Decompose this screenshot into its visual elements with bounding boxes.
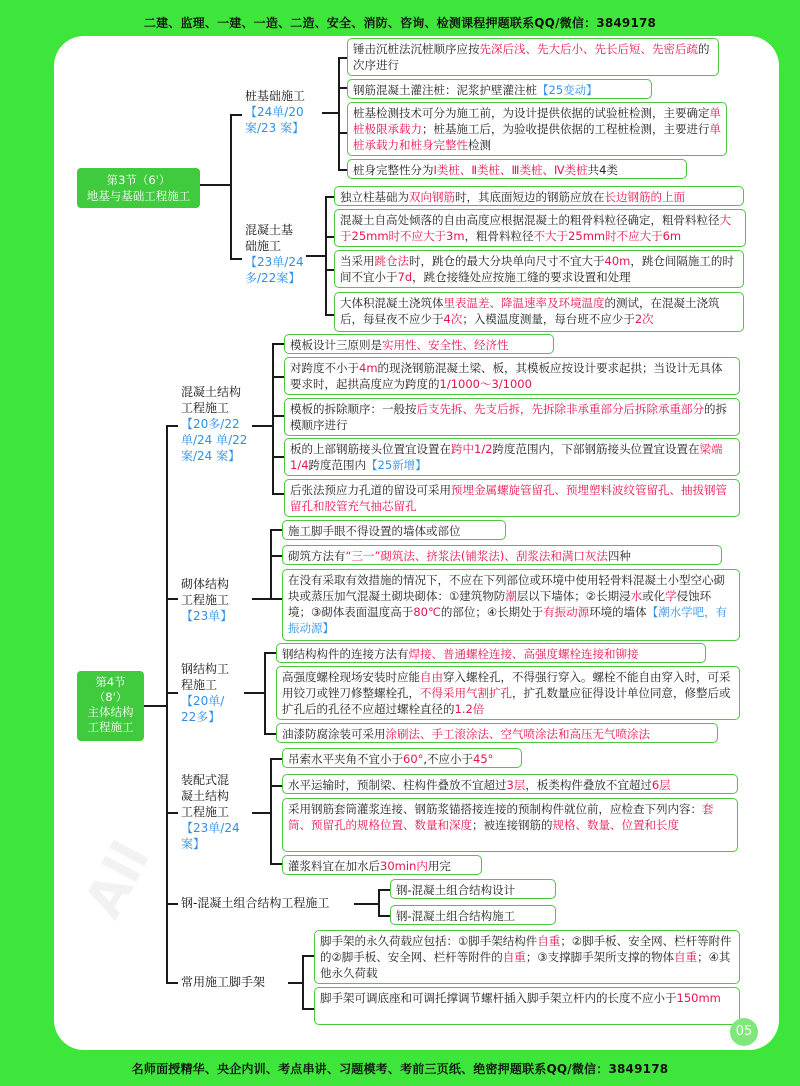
item-text: ，跳仓接缝处应按施工缝的要求设置和处理 bbox=[412, 270, 631, 284]
connector bbox=[166, 598, 178, 600]
section-4-node bbox=[77, 671, 144, 741]
item-box bbox=[390, 879, 556, 899]
connector bbox=[325, 196, 334, 198]
header-banner: 二建、监理、一建、一造、二造、安全、消防、咨询、检测课程押题联系QQ/微信：3849178 bbox=[143, 16, 657, 30]
item-highlight: 跳仓法 bbox=[374, 254, 409, 268]
item-box bbox=[282, 798, 738, 852]
category-label: 砌体结构 bbox=[181, 577, 230, 591]
item-text: 跨度范围内，下部钢筋接头位置宜设置在 bbox=[492, 442, 700, 456]
item-box bbox=[282, 545, 722, 565]
category-scaffold bbox=[181, 974, 291, 990]
item-text: ，跳仓间隔施工的时间不宜小于 bbox=[340, 254, 734, 284]
connector bbox=[325, 269, 334, 271]
exam-tag: 【23单】 bbox=[181, 609, 233, 623]
item-text: 脚手架的永久荷载应包括：①脚手架结构件 bbox=[320, 934, 538, 948]
connector bbox=[166, 425, 168, 983]
item-highlight: 涂刷法、手工滚涂法、空气喷涂法和高压无气喷涂法 bbox=[385, 727, 650, 741]
item-text: 当采用 bbox=[340, 254, 375, 268]
item-highlight: 单桩承载力和桩身完整性 bbox=[353, 122, 721, 152]
footer-banner: 名师面授精华、央企内训、考点串讲、习题模考、考前三页纸、绝密押题联系QQ/微信：3849178 bbox=[131, 1062, 669, 1076]
item-text: 桩基检测技术可分为施工前，为设计提供依据的试验桩检测，主要确定 bbox=[353, 106, 710, 120]
exam-tag: 【25变动】 bbox=[537, 83, 598, 97]
item-text: 后张法预应力孔道的留设可采用 bbox=[290, 483, 451, 497]
item-box bbox=[276, 723, 718, 743]
connector bbox=[270, 785, 282, 787]
connector bbox=[166, 903, 178, 905]
connector bbox=[230, 114, 232, 259]
item-box bbox=[347, 102, 727, 156]
category-label: 装配式混 bbox=[181, 773, 230, 787]
connector bbox=[252, 598, 282, 600]
item-highlight: 80℃ bbox=[413, 605, 441, 619]
item-text: 时，跳仓的最大分块单向尺寸不宜大于 bbox=[409, 254, 605, 268]
connector bbox=[264, 733, 276, 735]
section-3-number: 第3节（6'） bbox=[106, 173, 171, 187]
connector bbox=[325, 196, 327, 314]
connector bbox=[166, 982, 178, 984]
item-highlight: 跨中1/2 bbox=[451, 442, 493, 456]
item-text: 灌浆料宜在加水后 bbox=[288, 859, 380, 873]
item-text: 钢结构构件的连接方法有 bbox=[282, 647, 409, 661]
exam-tag: 【20多/22 bbox=[181, 417, 240, 431]
connector bbox=[378, 915, 390, 917]
item-text: 板的上部钢筋接头位置宜设置在 bbox=[290, 442, 451, 456]
category-label: 钢结构工 bbox=[181, 662, 230, 676]
item-highlight: “三一”砌筑法、挤浆法(铺浆法)、刮浆法和满口灰法 bbox=[345, 549, 608, 563]
category-label: 程施工 bbox=[181, 678, 218, 692]
item-text: 的部位；④长期处于 bbox=[440, 605, 544, 619]
connector bbox=[272, 376, 284, 378]
connector bbox=[230, 114, 242, 116]
connector bbox=[166, 425, 178, 427]
item-highlight: 6层 bbox=[651, 778, 671, 792]
item-highlight: 150mm bbox=[676, 991, 721, 1005]
item-highlight: 套筒、预留孔的规格位置、数量和深度 bbox=[288, 802, 714, 832]
item-highlight: 先深后浅、先大后小、先长后短、先密后疏 bbox=[479, 42, 698, 56]
item-text: 桩身完整性分为 bbox=[353, 163, 434, 177]
page-number-badge: 05 bbox=[730, 1018, 758, 1046]
connector bbox=[325, 314, 334, 316]
item-highlight: 30min内 bbox=[380, 859, 428, 873]
item-highlight: 1.2倍 bbox=[454, 702, 485, 716]
item-box bbox=[282, 855, 482, 875]
connector bbox=[338, 132, 347, 134]
item-highlight: 后支先拆、先支后拆，先拆除非承重部分后拆除承重部分 bbox=[416, 402, 704, 416]
item-text: 共4类 bbox=[587, 163, 618, 177]
item-highlight: 潮 bbox=[505, 589, 517, 603]
item-text: 模板设计三原则是 bbox=[290, 338, 382, 352]
category-label: 工程施工 bbox=[181, 401, 230, 415]
exam-tag: 【23单/24 bbox=[245, 255, 304, 269]
item-text: 高强度螺栓现场安装时应能 bbox=[282, 670, 420, 684]
item-box bbox=[390, 905, 556, 925]
item-text: ；②脚手板、安全网、栏杆等附件的②脚手板、安全网、栏杆等附件的 bbox=[320, 934, 732, 964]
connector bbox=[270, 529, 272, 599]
exam-tag: 案/24 案】 bbox=[181, 449, 241, 463]
category-prefab-concrete bbox=[181, 772, 255, 852]
item-box bbox=[347, 38, 719, 76]
category-label: 础施工 bbox=[245, 239, 282, 253]
item-text: 吊索水平夹角不宜小于 bbox=[288, 752, 403, 766]
connector bbox=[272, 343, 284, 345]
item-text: 脚手架可调底座和可调托撑调节螺杆插入脚手架立杆内的长度不应小于 bbox=[320, 991, 677, 1005]
item-highlight: 梁端1/4 bbox=[290, 442, 723, 472]
item-text: ；③支撑脚手架所支撑的物体 bbox=[525, 950, 675, 964]
exam-tag: 【20单/ bbox=[181, 694, 225, 708]
item-highlight: 不大于25mm时不应大于6m bbox=[533, 229, 682, 243]
item-text: 的次序进行 bbox=[353, 42, 710, 72]
item-text: 施工脚手眼不得设置的墙体或部位 bbox=[288, 524, 461, 538]
item-text: 大体积混凝土浇筑体 bbox=[340, 296, 444, 310]
item-highlight: 实用性、安全性、经济性 bbox=[382, 338, 509, 352]
connector bbox=[272, 493, 284, 495]
item-box bbox=[284, 398, 740, 436]
item-text: 钢-混凝土组合结构设计 bbox=[396, 883, 516, 897]
item-box bbox=[282, 569, 740, 641]
exam-tag: 案】 bbox=[181, 837, 206, 851]
item-text: ，板类构件叠放不宜超过 bbox=[525, 778, 652, 792]
watermark-text: All bbox=[73, 832, 163, 928]
exam-tag: 【23单/24 bbox=[181, 821, 240, 835]
item-box bbox=[284, 334, 554, 354]
connector bbox=[302, 955, 314, 957]
connector bbox=[338, 57, 347, 59]
connector bbox=[272, 456, 284, 458]
connector bbox=[302, 955, 304, 1009]
item-box bbox=[282, 748, 522, 768]
exam-tag: 单/24 单/22 bbox=[181, 433, 248, 447]
item-box bbox=[284, 479, 740, 517]
item-text: 钢-混凝土组合结构施工 bbox=[396, 909, 516, 923]
connector bbox=[338, 87, 347, 89]
item-text: 或化 bbox=[642, 589, 666, 603]
item-box bbox=[334, 209, 746, 247]
section-3-title: 地基与基础工程施工 bbox=[86, 189, 191, 203]
category-label: 常用施工脚手架 bbox=[181, 975, 266, 989]
item-highlight: 4m bbox=[359, 361, 378, 375]
item-text: 砌筑方法有 bbox=[288, 549, 346, 563]
item-highlight: Ⅰ类桩、Ⅱ类桩、Ⅲ类桩、Ⅳ类桩 bbox=[433, 163, 588, 177]
exam-tag: 【25新增】 bbox=[366, 458, 427, 472]
item-text: 油漆防腐涂装可采用 bbox=[282, 727, 386, 741]
item-box bbox=[347, 159, 687, 179]
item-text: 混凝土自高处倾落的自由高度应根据混凝土的粗骨料粒径确定，粗骨料粒径 bbox=[340, 213, 720, 227]
exam-tag: 案/23 案】 bbox=[245, 121, 305, 135]
section-4-score: （8'） bbox=[93, 690, 128, 704]
item-text: 跨度范围内 bbox=[308, 458, 367, 472]
connector bbox=[200, 184, 230, 186]
item-box bbox=[334, 186, 744, 206]
item-box bbox=[334, 250, 744, 288]
item-text: 钢筋混凝土灌注桩：泥浆护壁灌注桩 bbox=[353, 83, 537, 97]
item-text: 时，其底面短边的钢筋应放在 bbox=[455, 190, 605, 204]
item-highlight: 不得采用气割扩孔 bbox=[420, 686, 512, 700]
category-concrete-structure bbox=[181, 384, 257, 464]
category-label: 钢-混凝土组合结构工程施工 bbox=[181, 896, 330, 910]
item-box bbox=[284, 438, 740, 476]
connector bbox=[272, 415, 284, 417]
section-3-node bbox=[77, 168, 200, 208]
connector bbox=[338, 57, 340, 169]
category-steel-structure bbox=[181, 661, 247, 725]
item-box bbox=[282, 774, 738, 794]
item-highlight: 7d bbox=[397, 270, 413, 284]
connector bbox=[144, 705, 166, 707]
item-box bbox=[314, 987, 740, 1025]
item-text: 模板的拆除顺序：一般按 bbox=[290, 402, 417, 416]
item-text: 用完 bbox=[427, 859, 451, 873]
connector bbox=[264, 652, 266, 733]
item-highlight: 规格、数量、位置和长度 bbox=[552, 818, 679, 832]
item-highlight: 双向钢筋 bbox=[409, 190, 455, 204]
exam-tag: 【24单/20 bbox=[245, 105, 304, 119]
item-text: ；④其他永久荷载 bbox=[320, 950, 731, 980]
connector bbox=[166, 692, 178, 694]
connector bbox=[325, 236, 334, 238]
exam-tag: 22多】 bbox=[181, 710, 221, 724]
item-text: ；入模温度测量，每台班不应少于 bbox=[462, 312, 635, 326]
connector bbox=[378, 889, 380, 915]
item-text: ，粗骨料粒径 bbox=[464, 229, 534, 243]
item-text: 的测试，在混凝土浇筑后，每昼夜不应少于 bbox=[340, 296, 720, 326]
connector bbox=[378, 889, 390, 891]
category-label: 工程施工 bbox=[181, 593, 230, 607]
item-highlight: 里表温差、降温速率及环境温度 bbox=[443, 296, 605, 310]
item-text: 采用钢筋套筒灌浆连接、钢筋浆锚搭接连接的预制构件就位前，应检查下列内容： bbox=[288, 802, 702, 816]
item-highlight: 3层 bbox=[506, 778, 526, 792]
category-masonry bbox=[181, 576, 253, 624]
category-composite-structure bbox=[181, 895, 361, 911]
connector bbox=[302, 1008, 314, 1010]
item-text: 的拆模顺序进行 bbox=[290, 402, 727, 432]
item-highlight: 40m bbox=[604, 254, 631, 268]
category-label: 桩基础施工 bbox=[245, 89, 306, 103]
connector bbox=[270, 529, 282, 531]
item-text: 的现浇钢筋混凝土梁、板，其模板应按设计要求起拱；当设计无具体要求时，起拱高度应为跨度的 bbox=[290, 361, 723, 391]
item-highlight: 自重 bbox=[537, 934, 561, 948]
item-text: 环境的墙体 bbox=[589, 605, 647, 619]
item-box bbox=[276, 666, 740, 720]
item-highlight: 自由 bbox=[420, 670, 443, 684]
item-highlight: 有振动源 bbox=[543, 605, 590, 619]
item-highlight: 预埋金属螺旋管留孔、预埋塑料波纹管留孔、抽拔钢管留孔和胶管充气抽芯留孔 bbox=[290, 483, 727, 513]
category-label: 工程施工 bbox=[181, 805, 230, 819]
item-text: 四种 bbox=[607, 549, 631, 563]
item-text: ；被连接钢筋的 bbox=[472, 818, 553, 832]
item-text: 穿入螺栓孔，不得强行穿入。螺栓不能自由穿入时，可采用铰刀或锉刀修整螺栓孔， bbox=[282, 670, 731, 700]
connector bbox=[270, 863, 282, 865]
connector bbox=[338, 169, 347, 171]
category-pile-foundation bbox=[245, 88, 325, 136]
connector bbox=[270, 758, 282, 760]
item-highlight: 自重 bbox=[674, 950, 698, 964]
section-4-title: 主体结构 bbox=[87, 705, 134, 719]
item-box bbox=[314, 930, 740, 984]
item-highlight: 1/1000～3/1000 bbox=[439, 377, 532, 391]
exam-tag: 多/22案】 bbox=[245, 271, 301, 285]
connector bbox=[270, 758, 272, 864]
item-highlight: 单桩极限承载力 bbox=[353, 106, 721, 136]
item-box bbox=[276, 643, 706, 663]
connector bbox=[270, 555, 282, 557]
item-highlight: 水 bbox=[630, 589, 643, 603]
item-highlight: 60° bbox=[403, 752, 424, 766]
item-text: 侵蚀环境；③砌体表面温度高于 bbox=[288, 589, 712, 619]
item-text: 锤击沉桩法沉桩顺序应按 bbox=[353, 42, 480, 56]
item-highlight: 大于25mm时不应大于3m bbox=[340, 213, 731, 243]
item-highlight: 2次 bbox=[634, 312, 654, 326]
section-4-title-2: 工程施工 bbox=[87, 720, 134, 734]
item-box bbox=[334, 292, 744, 332]
exam-tag: 【潮水学吧，有振动源】 bbox=[288, 605, 728, 635]
item-highlight: 焊接、普通螺栓连接、高强度螺栓连接和铆接 bbox=[408, 647, 639, 661]
connector bbox=[244, 692, 264, 694]
item-text: ，扩孔数量应征得设计单位同意，修整后或扩孔后的孔径不应超过螺栓直径的 bbox=[282, 686, 731, 716]
connector bbox=[166, 812, 178, 814]
item-box bbox=[284, 357, 740, 395]
category-label: 凝土结构 bbox=[181, 789, 230, 803]
item-highlight: 长边钢筋的上面 bbox=[604, 190, 685, 204]
item-highlight: 4次 bbox=[443, 312, 463, 326]
category-label: 混凝土基 bbox=[245, 223, 294, 237]
connector bbox=[272, 343, 274, 493]
item-highlight: 自重 bbox=[502, 950, 526, 964]
item-text: 对跨度不小于 bbox=[290, 361, 359, 375]
item-text: ；桩基施工后，为验收提供依据的工程桩检测，主要进行 bbox=[422, 122, 710, 136]
category-concrete-foundation bbox=[245, 222, 309, 286]
item-text: 独立柱基础为 bbox=[340, 190, 409, 204]
item-text: 水平运输时，预制梁、柱构件叠放不宜超过 bbox=[288, 778, 507, 792]
item-text: 检测 bbox=[468, 138, 491, 152]
connector bbox=[230, 258, 242, 260]
item-box bbox=[282, 520, 506, 540]
connector bbox=[264, 652, 276, 654]
item-text: 层以下墙体；②长期浸 bbox=[516, 589, 631, 603]
section-4-number: 第4节 bbox=[95, 675, 126, 689]
category-label: 混凝土结构 bbox=[181, 385, 242, 399]
item-highlight: 学 bbox=[665, 589, 677, 603]
item-box bbox=[347, 79, 652, 99]
item-text: 在没有采取有效措施的情况下，不应在下列部位或环境中使用轻骨料混凝土小型空心砌块或蒸压加气混凝土砌块砌体：①建筑物防 bbox=[288, 573, 725, 603]
item-highlight: 45° bbox=[473, 752, 494, 766]
item-text: ,不应小于 bbox=[423, 752, 474, 766]
